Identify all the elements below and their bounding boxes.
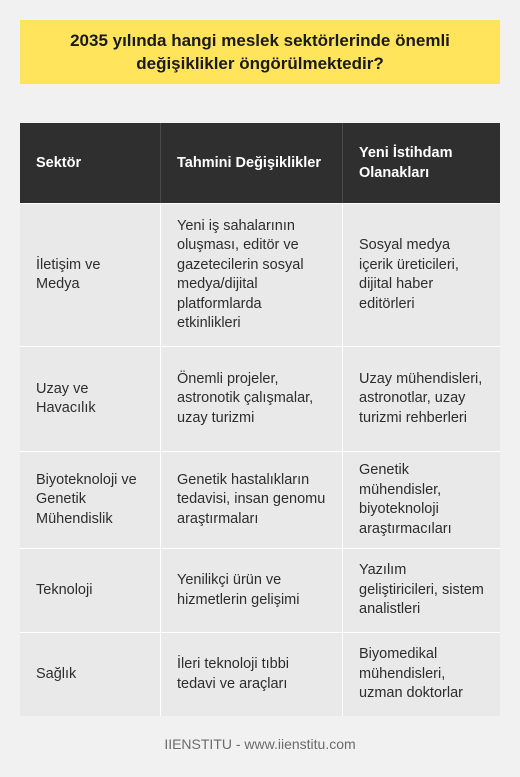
title-banner	[20, 20, 500, 84]
cell-jobs: Uzay mühendisleri, astronotlar, uzay turizmi rehberleri	[342, 346, 500, 451]
table-row	[20, 548, 500, 632]
cell-changes: Yenilikçi ürün ve hizmetlerin gelişimi	[160, 548, 342, 632]
cell-jobs: Sosyal medya içerik üreticileri, dijital haber editörleri	[342, 203, 500, 346]
cell-changes: İleri teknoloji tıbbi tedavi ve araçları	[160, 632, 342, 716]
cell-jobs: Yazılım geliştiricileri, sistem analistleri	[342, 548, 500, 632]
cell-sector: Biyoteknoloji ve Genetik Mühendislik	[20, 451, 160, 548]
cell-sector: Uzay ve Havacılık	[20, 346, 160, 451]
cell-jobs: Biyomedikal mühendisleri, uzman doktorlar	[342, 632, 500, 716]
table-row	[20, 346, 500, 451]
cell-changes: Genetik hastalıkların tedavisi, insan genomu araştırmaları	[160, 451, 342, 548]
table-header-row	[20, 123, 500, 203]
header-changes: Tahmini Değişiklikler	[160, 123, 342, 203]
cell-changes: Önemli projeler, astronotik çalışmalar, uzay turizmi	[160, 346, 342, 451]
cell-jobs: Genetik mühendisler, biyoteknoloji araştırmacıları	[342, 451, 500, 548]
header-sector: Sektör	[20, 123, 160, 203]
table-row	[20, 632, 500, 716]
cell-sector: İletişim ve Medya	[20, 203, 160, 346]
table-row	[20, 203, 500, 346]
cell-changes: Yeni iş sahalarının oluşması, editör ve gazetecilerin sosyal medya/dijital platformlarda etkinlikleri	[160, 203, 342, 346]
table-row	[20, 451, 500, 548]
page-title: 2035 yılında hangi meslek sektörlerinde önemli değişiklikler öngörülmektedir?	[70, 31, 450, 73]
cell-sector: Sağlık	[20, 632, 160, 716]
footer-credit: IIENSTITU - www.iienstitu.com	[164, 736, 356, 752]
header-jobs: Yeni İstihdam Olanakları	[342, 123, 500, 203]
cell-sector: Teknoloji	[20, 548, 160, 632]
sector-table	[20, 123, 500, 716]
